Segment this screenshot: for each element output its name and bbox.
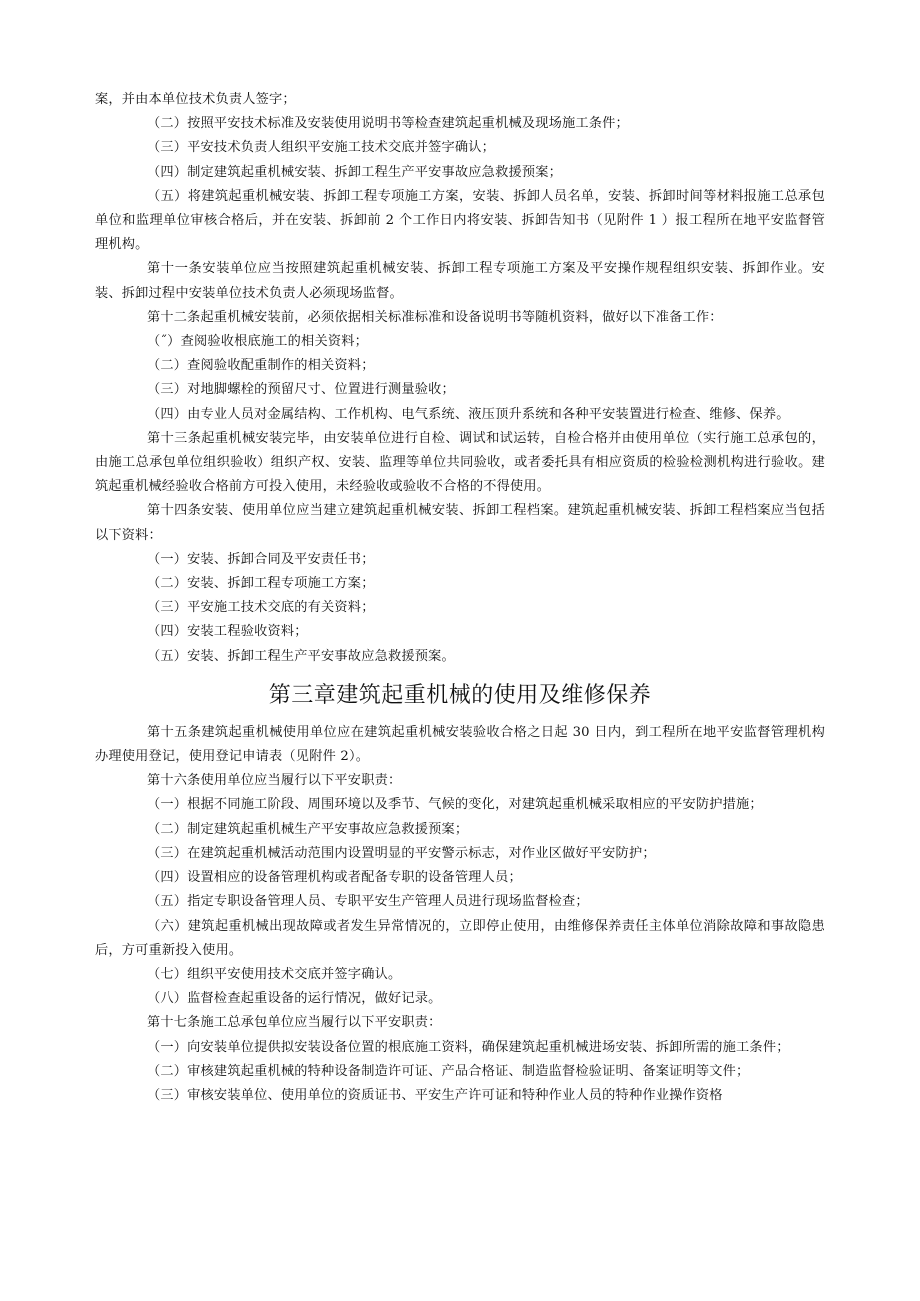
paragraph: （四）设置相应的设备管理机构或者配备专职的设备管理人员； [147, 870, 522, 886]
paragraph: （六）建筑起重机械出现故障或者发生异常情况的，立即停止使用，由维修保养责任主体单位消除故障和事故隐患后，方可重新投入使用。 [95, 918, 825, 958]
paragraph: （四）由专业人员对金属结构、工作机构、电气系统、液压顶升系统和各种平安装置进行检查、维修、保养。 [147, 406, 790, 422]
paragraph: （˝）查阅验收根底施工的相关资料； [147, 334, 368, 350]
paragraph: （一）根据不同施工阶段、周围环境以及季节、气候的变化，对建筑起重机械采取相应的平安防护措施； [147, 797, 763, 813]
chapter-title: 第三章建筑起重机械的使用及维修保养 [268, 682, 652, 708]
paragraph: （三）审核安装单位、使用单位的资质证书、平安生产许可证和特种作业人员的特种作业操作资格 [147, 1087, 723, 1103]
paragraph: （三）对地脚螺栓的预留尺寸、位置进行测量验收； [147, 382, 455, 398]
document-body [95, 88, 825, 1108]
section-chapter-three [95, 721, 825, 1108]
paragraph: （五）将建筑起重机械安装、拆卸工程专项施工方案，安装、拆卸人员名单，安装、拆卸时间等材料报施工总承包单位和监理单位审核合格后，并在安装、拆卸前 2 个工作日内将安装、拆卸告知书（见附件 1 ）报工程所在地平安监督管理机构。 [95, 188, 825, 253]
paragraph: （三）平安技术负责人组织平安施工技术交底并签字确认； [147, 140, 496, 156]
paragraph: （五）指定专职设备管理人员、专职平安生产管理人员进行现场监督检查； [147, 894, 589, 910]
paragraph: （一）安装、拆卸合同及平安责任书； [147, 551, 375, 567]
paragraph: （四）安装工程验收资料； [147, 624, 308, 640]
paragraph: （二）按照平安技术标准及安装使用说明书等检查建筑起重机械及现场施工条件； [147, 116, 629, 132]
section-chapter-two-continued [95, 88, 825, 669]
paragraph: 第十七条施工总承包单位应当履行以下平安职责： [147, 1015, 442, 1031]
paragraph: （三）平安施工技术交底的有关资料； [147, 600, 375, 616]
paragraph: （五）安装、拆卸工程生产平安事故应急救援预案。 [147, 648, 455, 664]
paragraph: （二）制定建筑起重机械生产平安事故应急救援预案； [147, 821, 469, 837]
paragraph: （四）制定建筑起重机械安装、拆卸工程生产平安事故应急救援预案； [147, 164, 563, 180]
paragraph: （二）安装、拆卸工程专项施工方案； [147, 576, 375, 592]
paragraph: （七）组织平安使用技术交底并签字确认。 [147, 966, 402, 982]
paragraph: （二）审核建筑起重机械的特种设备制造许可证、产品合格证、制造监督检验证明、备案证明等文件； [147, 1063, 750, 1079]
paragraph: 第十四条安装、使用单位应当建立建筑起重机械安装、拆卸工程档案。建筑起重机械安装、拆卸工程档案应当包括以下资料： [95, 503, 825, 543]
paragraph: （一）向安装单位提供拟安装设备位置的根底施工资料，确保建筑起重机械进场安装、拆卸所需的施工条件； [147, 1039, 790, 1055]
paragraph: 第十六条使用单位应当履行以下平安职责： [147, 773, 402, 789]
paragraph: 案，并由本单位技术负责人签字； [95, 92, 296, 107]
paragraph: （二）查阅验收配重制作的相关资料； [147, 358, 375, 374]
paragraph: 第十二条起重机械安装前，必须依据相关标准标准和设备说明书等随机资料，做好以下准备工作： [147, 309, 723, 325]
paragraph: 第十三条起重机械安装完毕，由安装单位进行自检、调试和试运转，自检合格并由使用单位（实行施工总承包的，由施工总承包单位组织验收）组织产权、安装、监理等单位共同验收，或者委托具有相应资质的检验检测机构进行验收。建筑起重机械经验收合格前方可投入使用，未经验收或验收不合格的不得使用。 [95, 430, 825, 495]
paragraph: 第十一条安装单位应当按照建筑起重机械安装、拆卸工程专项施工方案及平安操作规程组织安装、拆卸作业。安装、拆卸过程中安装单位技术负责人必须现场监督。 [95, 261, 825, 301]
paragraph: （三）在建筑起重机械活动范围内设置明显的平安警示标志，对作业区做好平安防护； [147, 845, 656, 861]
paragraph: 第十五条建筑起重机械使用单位应在建筑起重机械安装验收合格之日起 30 日内，到工程所在地平安监督管理机构办理使用登记，使用登记申请表（见附件 2）。 [95, 724, 825, 765]
paragraph: （八）监督检查起重设备的运行情况，做好记录。 [147, 991, 442, 1007]
